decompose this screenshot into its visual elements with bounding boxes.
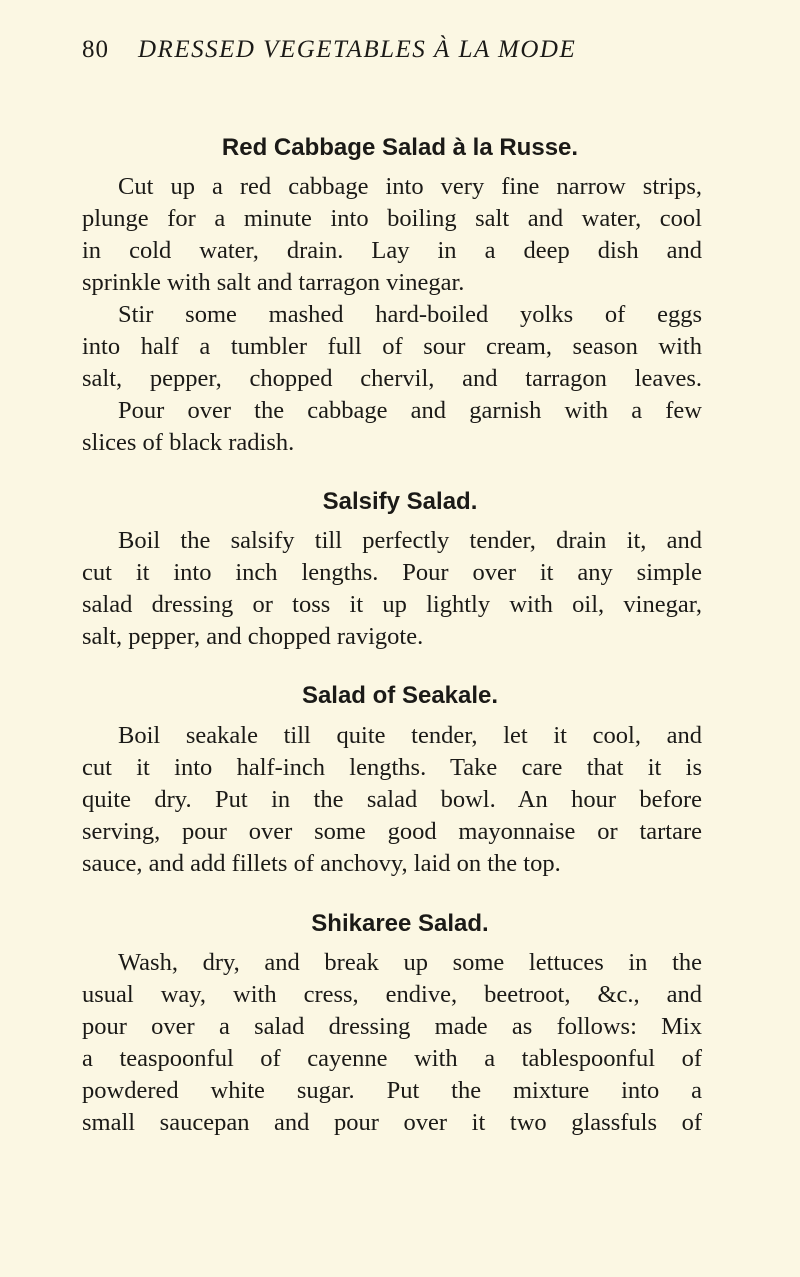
text-line: salt, pepper, chopped chervil, and tarragon leaves. — [82, 365, 702, 392]
text-line: pour over a salad dressing made as follows: Mix — [82, 1013, 702, 1040]
text-line: Cut up a red cabbage into very fine narrow strips, — [118, 173, 702, 200]
text-line: salad dressing or toss it up lightly with oil, vinegar, — [82, 591, 702, 618]
text-line: usual way, with cress, endive, beetroot, &c., and — [82, 981, 702, 1008]
text-line: plunge for a minute into boiling salt and water, cool — [82, 205, 702, 232]
page-number: 80 — [82, 36, 109, 63]
text-line: Boil seakale till quite tender, let it cool, and — [118, 722, 702, 749]
recipe-title-salsify-salad: Salsify Salad. — [322, 488, 478, 515]
text-line: sauce, and add fillets of anchovy, laid on the top. — [82, 850, 561, 877]
text-line: small saucepan and pour over it two glassfuls of — [82, 1109, 702, 1136]
recipe-title-red-cabbage-salad: Red Cabbage Salad à la Russe. — [221, 134, 579, 161]
text-line: Stir some mashed hard-boiled yolks of eggs — [118, 301, 702, 328]
text-line: salt, pepper, and chopped ravigote. — [82, 623, 424, 650]
text-line: a teaspoonful of cayenne with a tablespoonful of — [82, 1045, 702, 1072]
text-line: Boil the salsify till perfectly tender, drain it, and — [118, 527, 702, 554]
recipe-title-salad-of-seakale: Salad of Seakale. — [301, 682, 499, 709]
text-line: into half a tumbler full of sour cream, season with — [82, 333, 702, 360]
recipe-title-shikaree-salad: Shikaree Salad. — [311, 910, 489, 937]
text-line: sprinkle with salt and tarragon vinegar. — [82, 269, 465, 296]
running-head — [82, 36, 782, 76]
text-line: serving, pour over some good mayonnaise or tartare — [82, 818, 702, 845]
text-line: quite dry. Put in the salad bowl. An hour before — [82, 786, 702, 813]
text-line: cut it into half-inch lengths. Take care that it is — [82, 754, 702, 781]
text-line: in cold water, drain. Lay in a deep dish and — [82, 237, 702, 264]
text-line: Pour over the cabbage and garnish with a few — [118, 397, 702, 424]
text-line: Wash, dry, and break up some lettuces in the — [118, 949, 702, 976]
running-title: DRESSED VEGETABLES À LA MODE — [138, 36, 577, 63]
text-line: slices of black radish. — [82, 429, 295, 456]
text-line: powdered white sugar. Put the mixture into a — [82, 1077, 702, 1104]
text-line: cut it into inch lengths. Pour over it any simple — [82, 559, 702, 586]
